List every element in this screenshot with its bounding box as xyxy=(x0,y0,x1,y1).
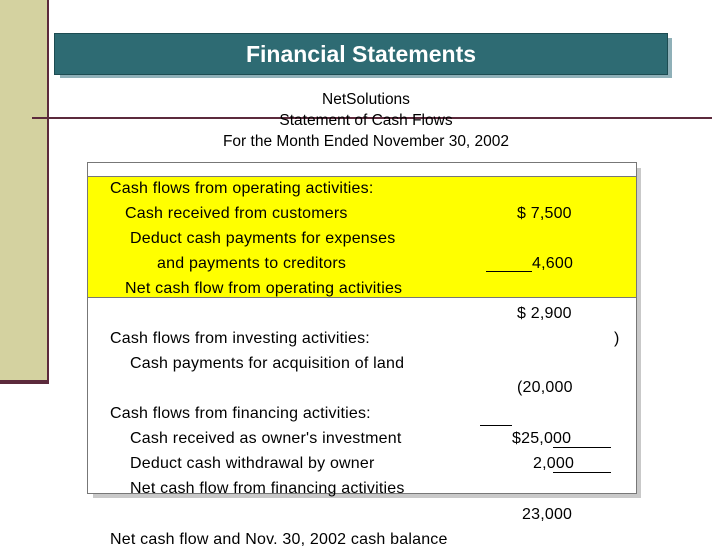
operating-deduct-label: Deduct cash payments for expenses xyxy=(130,230,396,247)
financing-net-value: 23,000 xyxy=(522,506,573,523)
investing-land-label: Cash payments for acquisition of land xyxy=(130,355,405,372)
financing-net-label: Net cash flow from financing activities xyxy=(130,480,405,497)
investing-close-paren: ) xyxy=(614,330,620,347)
financing-investment-label: Cash received as owner's investment xyxy=(130,430,402,447)
investing-land-value: (20,000 xyxy=(517,379,573,396)
vertical-rule xyxy=(47,0,49,384)
operating-deduct-label-2: and payments to creditors xyxy=(157,255,347,272)
operating-net-value: $ 2,900 xyxy=(517,305,572,322)
sidebar-decoration xyxy=(0,0,48,382)
financing-investment-underline xyxy=(553,447,611,448)
operating-received-label: Cash received from customers xyxy=(125,205,348,222)
financing-top-underline xyxy=(480,425,512,426)
operating-deduct-value: 4,600 xyxy=(532,255,574,272)
operating-net-label: Net cash flow from operating activities xyxy=(125,280,403,297)
financing-header: Cash flows from financing activities: xyxy=(110,405,371,422)
financing-withdrawal-label: Deduct cash withdrawal by owner xyxy=(130,455,375,472)
operating-header: Cash flows from operating activities: xyxy=(110,180,374,197)
financing-investment-value: $25,000 xyxy=(512,430,572,447)
slide-title: Financial Statements xyxy=(245,40,477,67)
statement-title: Statement of Cash Flows xyxy=(279,112,453,129)
statement-period: For the Month Ended November 30, 2002 xyxy=(222,133,510,150)
financing-withdrawal-value: 2,000 xyxy=(533,455,575,472)
title-bar xyxy=(54,33,668,75)
operating-received-value: $ 7,500 xyxy=(517,205,572,222)
net-cash-balance-label: Net cash flow and Nov. 30, 2002 cash balance xyxy=(110,531,448,548)
operating-deduct-underline xyxy=(486,271,532,272)
sidebar-rule xyxy=(0,380,48,384)
investing-header: Cash flows from investing activities: xyxy=(110,330,370,347)
company-name: NetSolutions xyxy=(322,91,410,108)
financing-withdrawal-underline xyxy=(553,472,611,473)
